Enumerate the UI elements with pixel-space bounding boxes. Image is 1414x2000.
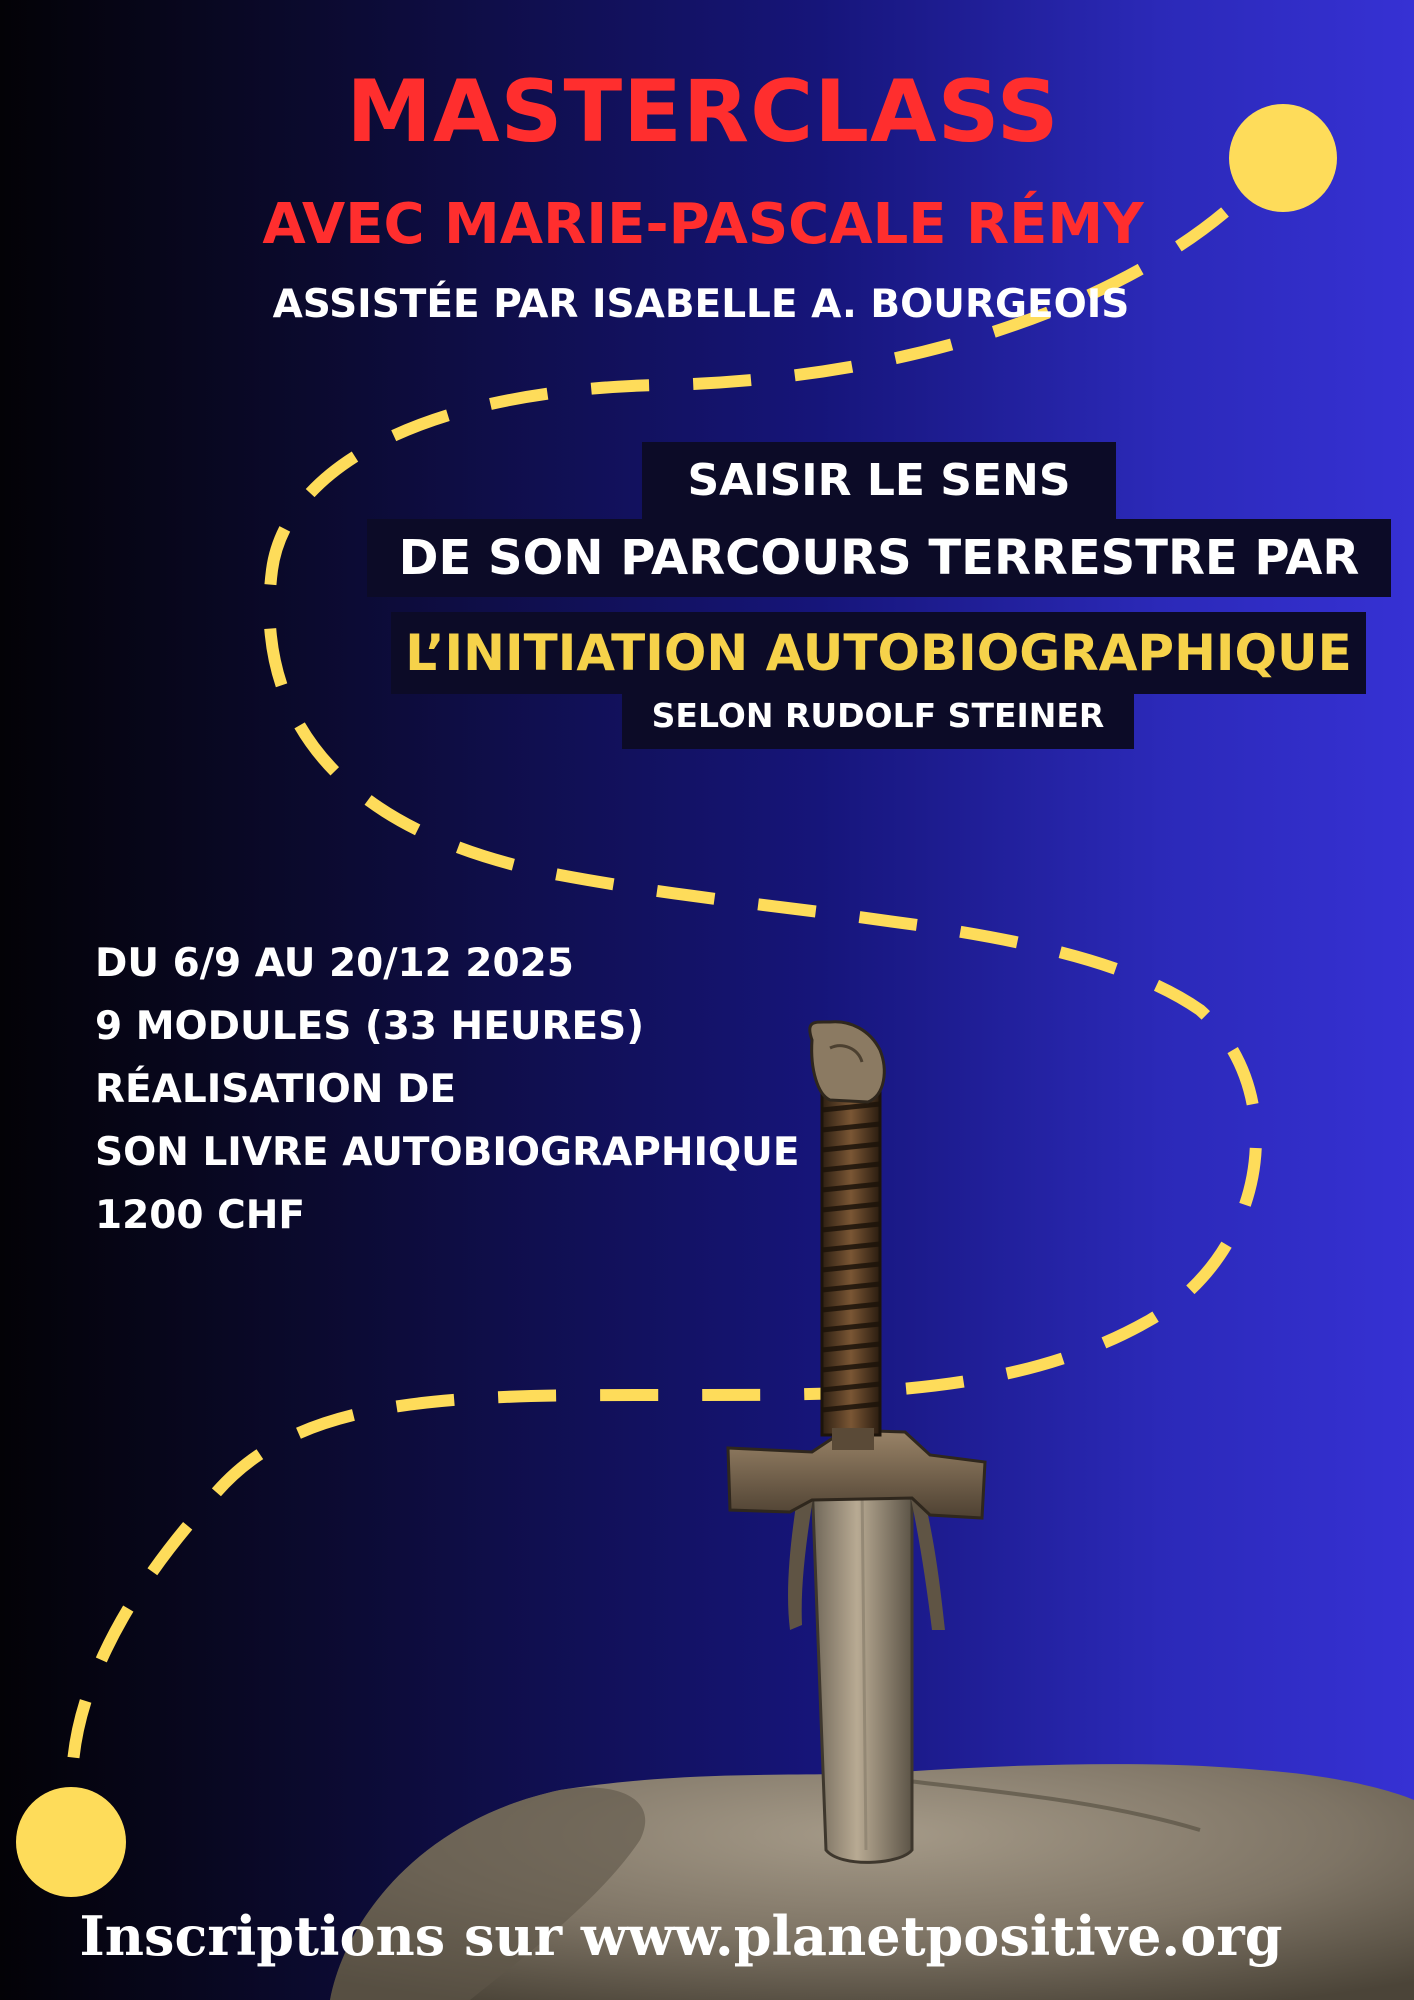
sun-dot-bottom-icon	[16, 1787, 126, 1897]
headline-line-4: SELON RUDOLF STEINER	[622, 683, 1134, 749]
course-details	[95, 932, 799, 1247]
instructor-line: AVEC MARIE-PASCALE RÉMY	[262, 192, 1144, 257]
course-modules: 9 MODULES (33 HEURES)	[95, 1004, 645, 1049]
headline-line-3: L’INITIATION AUTOBIOGRAPHIQUE	[391, 612, 1366, 694]
course-dates: DU 6/9 AU 20/12 2025	[95, 941, 574, 986]
course-realisation: RÉALISATION DE	[95, 1067, 456, 1112]
course-price: 1200 CHF	[95, 1193, 306, 1238]
registration-link[interactable]: Inscriptions sur www.planetpositive.org	[79, 1904, 1283, 1968]
assistant-line: ASSISTÉE PAR ISABELLE A. BOURGEOIS	[272, 282, 1130, 327]
page-title: MASTERCLASS	[346, 62, 1060, 162]
course-book: SON LIVRE AUTOBIOGRAPHIQUE	[95, 1130, 800, 1175]
headline-line-2: DE SON PARCOURS TERRESTRE PAR	[367, 519, 1391, 597]
headline-line-1: SAISIR LE SENS	[642, 442, 1116, 520]
